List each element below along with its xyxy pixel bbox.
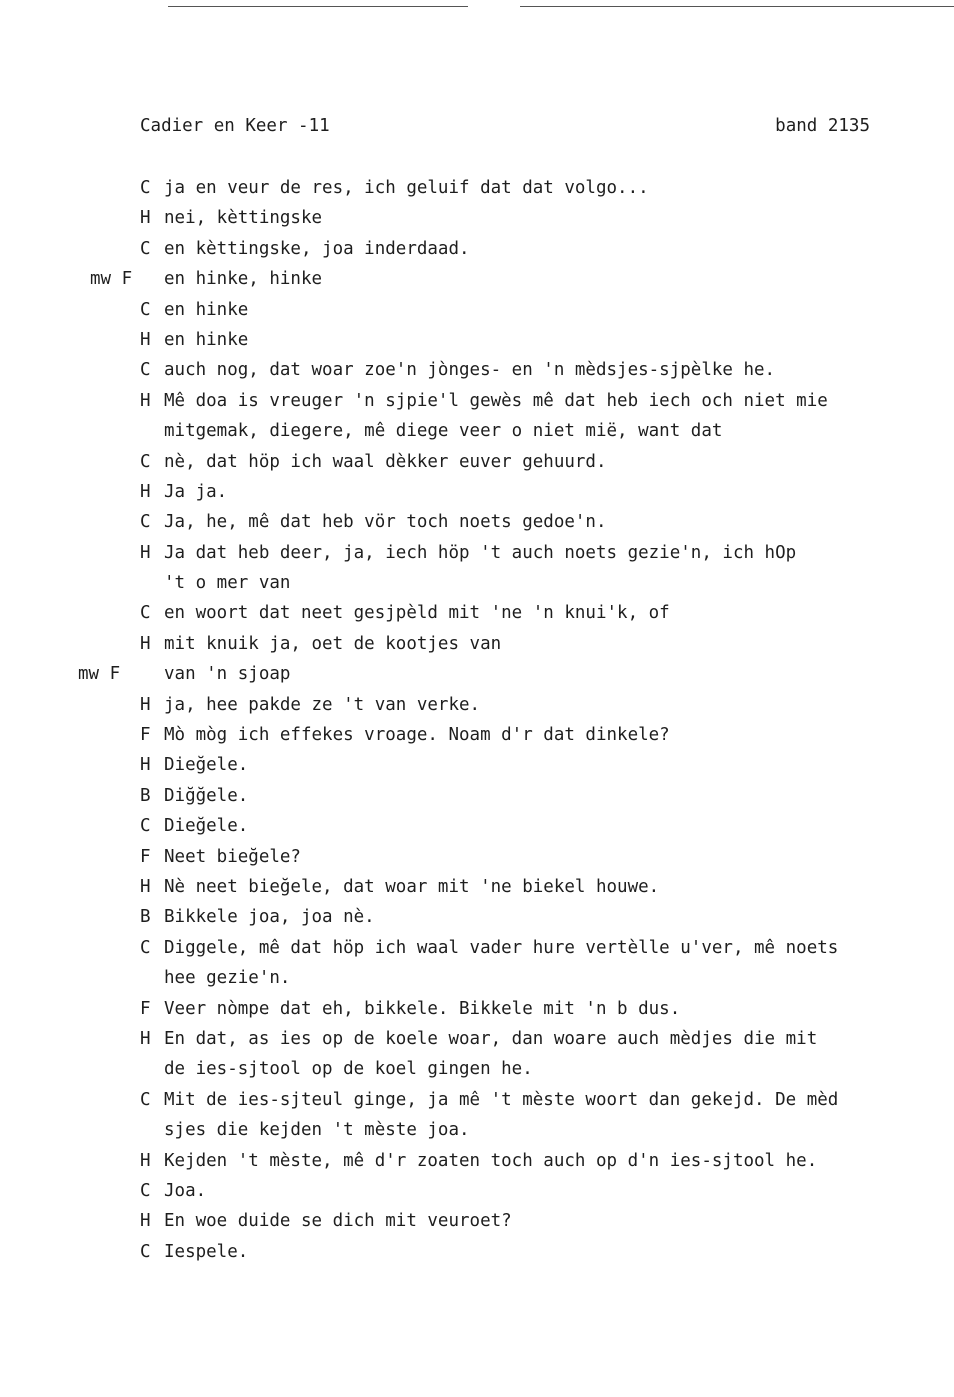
utterance-text: Kejden 't mèste, mê d'r zoaten toch auch op d'n ies-sjtool he.	[164, 1150, 818, 1171]
utterance-text: mit knuik ja, oet de kootjes van	[164, 633, 502, 654]
transcript-line	[0, 1054, 954, 1084]
utterance-text: Mò mòg ich effekes vroage. Noam d'r dat dinkele?	[164, 725, 670, 746]
utterance-text: Nè neet bieğele, dat woar mit 'ne biekel houwe.	[164, 876, 660, 897]
annotation-mark: mw F	[90, 269, 133, 290]
transcript-line	[0, 325, 954, 355]
top-rule	[520, 6, 954, 7]
speaker-label: C	[140, 512, 151, 533]
transcript-line	[0, 538, 954, 568]
transcript-line	[0, 842, 954, 872]
speaker-label: H	[140, 694, 151, 715]
speaker-label: H	[140, 1211, 151, 1232]
annotation-mark: mw F	[78, 664, 121, 685]
transcript-line	[0, 933, 954, 963]
transcript-line	[0, 447, 954, 477]
transcript-line	[0, 598, 954, 628]
transcript-line	[0, 1146, 954, 1176]
page-header	[140, 116, 870, 136]
transcript-line	[0, 477, 954, 507]
utterance-text: Bikkele joa, joa nè.	[164, 907, 375, 928]
speaker-label: C	[140, 937, 151, 958]
speaker-label: H	[140, 755, 151, 776]
utterance-text: Veer nòmpe dat eh, bikkele. Bikkele mit 'n b dus.	[164, 998, 681, 1019]
speaker-label: H	[140, 542, 151, 563]
speaker-label: H	[140, 390, 151, 411]
speaker-label: F	[140, 998, 151, 1019]
speaker-label: C	[140, 1180, 151, 1201]
utterance-text: Dieğele.	[164, 755, 249, 776]
speaker-label: C	[140, 816, 151, 837]
speaker-label: B	[140, 785, 151, 806]
utterance-text: Joa.	[164, 1180, 207, 1201]
page-title: Cadier en Keer -11	[140, 116, 330, 136]
utterance-text: 't o mer van	[164, 573, 291, 594]
transcript-line	[0, 1206, 954, 1236]
utterance-text: Ja dat heb deer, ja, iech höp 't auch noets gezie'n, ich hOp	[164, 542, 797, 563]
transcript-line	[0, 1237, 954, 1267]
utterance-text: Ja ja.	[164, 481, 228, 502]
transcript-line	[0, 781, 954, 811]
utterance-text: Diğğele.	[164, 785, 249, 806]
transcript-line	[0, 203, 954, 233]
transcript-line	[0, 1176, 954, 1206]
transcript-line	[0, 1024, 954, 1054]
utterance-text: hee gezie'n.	[164, 968, 291, 989]
utterance-text: Diggele, mê dat höp ich waal vader hure vertèlle u'ver, mê noets	[164, 937, 839, 958]
transcript-line	[0, 264, 954, 294]
utterance-text: en kèttingske, joa inderdaad.	[164, 238, 470, 259]
speaker-label: F	[140, 846, 151, 867]
transcript-line	[0, 416, 954, 446]
speaker-label: C	[140, 603, 151, 624]
transcript-line	[0, 629, 954, 659]
utterance-text: En woe duide se dich mit veuroet?	[164, 1211, 512, 1232]
utterance-text: nei, kèttingske	[164, 208, 323, 229]
transcript-line	[0, 811, 954, 841]
top-rule	[168, 6, 468, 7]
speaker-label: C	[140, 1089, 151, 1110]
utterance-text: en hinke	[164, 329, 249, 350]
utterance-text: sjes die kejden 't mèste joa.	[164, 1120, 470, 1141]
utterance-text: Iespele.	[164, 1241, 249, 1262]
utterance-text: En dat, as ies op de koele woar, dan woare auch mèdjes die mit	[164, 1028, 818, 1049]
speaker-label: B	[140, 907, 151, 928]
transcript-line	[0, 720, 954, 750]
utterance-text: Dieğele.	[164, 816, 249, 837]
speaker-label: F	[140, 725, 151, 746]
transcript-line	[0, 234, 954, 264]
tape-number: band 2135	[775, 116, 870, 136]
utterance-text: ja en veur de res, ich geluif dat dat volgo...	[164, 178, 649, 198]
speaker-label: C	[140, 451, 151, 472]
speaker-label: H	[140, 633, 151, 654]
transcript-line	[0, 750, 954, 780]
utterance-text: Mit de ies-sjteul ginge, ja mê 't mèste woort dan gekejd. De mèd	[164, 1089, 839, 1110]
speaker-label: C	[140, 238, 151, 259]
transcript-line	[0, 173, 954, 203]
transcript-line	[0, 690, 954, 720]
transcript-line	[0, 994, 954, 1024]
speaker-label: C	[140, 1241, 151, 1262]
utterance-text: auch nog, dat woar zoe'n jònges- en 'n mèdsjes-sjpèlke he.	[164, 360, 776, 381]
transcript-line	[0, 1115, 954, 1145]
transcript-line	[0, 355, 954, 385]
utterance-text: en hinke, hinke	[164, 269, 323, 290]
transcript	[0, 173, 954, 1267]
transcript-line	[0, 507, 954, 537]
utterance-text: ja, hee pakde ze 't van verke.	[164, 694, 481, 715]
transcript-line	[0, 568, 954, 598]
speaker-label: H	[140, 1150, 151, 1171]
utterance-text: Neet bieğele?	[164, 846, 301, 867]
utterance-text: en hinke	[164, 299, 249, 320]
utterance-text: en woort dat neet gesjpèld mit 'ne 'n knui'k, of	[164, 603, 670, 624]
utterance-text: de ies-sjtool op de koel gingen he.	[164, 1059, 533, 1080]
transcript-line	[0, 659, 954, 689]
speaker-label: H	[140, 329, 151, 350]
transcript-line	[0, 386, 954, 416]
transcript-line	[0, 902, 954, 932]
speaker-label: H	[140, 876, 151, 897]
utterance-text: nè, dat höp ich waal dèkker euver gehuurd.	[164, 451, 607, 472]
utterance-text: Ja, he, mê dat heb vör toch noets gedoe'n.	[164, 512, 607, 533]
speaker-label: C	[140, 299, 151, 320]
transcript-line	[0, 963, 954, 993]
speaker-label: C	[140, 178, 151, 198]
transcript-line	[0, 1085, 954, 1115]
transcript-line	[0, 295, 954, 325]
transcript-line	[0, 872, 954, 902]
utterance-text: mitgemak, diegere, mê diege veer o niet mië, want dat	[164, 421, 723, 442]
speaker-label: C	[140, 360, 151, 381]
utterance-text: van 'n sjoap	[164, 664, 291, 685]
speaker-label: H	[140, 481, 151, 502]
speaker-label: H	[140, 1028, 151, 1049]
utterance-text: Mê doa is vreuger 'n sjpie'l gewès mê dat heb iech och niet mie	[164, 390, 828, 411]
speaker-label: H	[140, 208, 151, 229]
